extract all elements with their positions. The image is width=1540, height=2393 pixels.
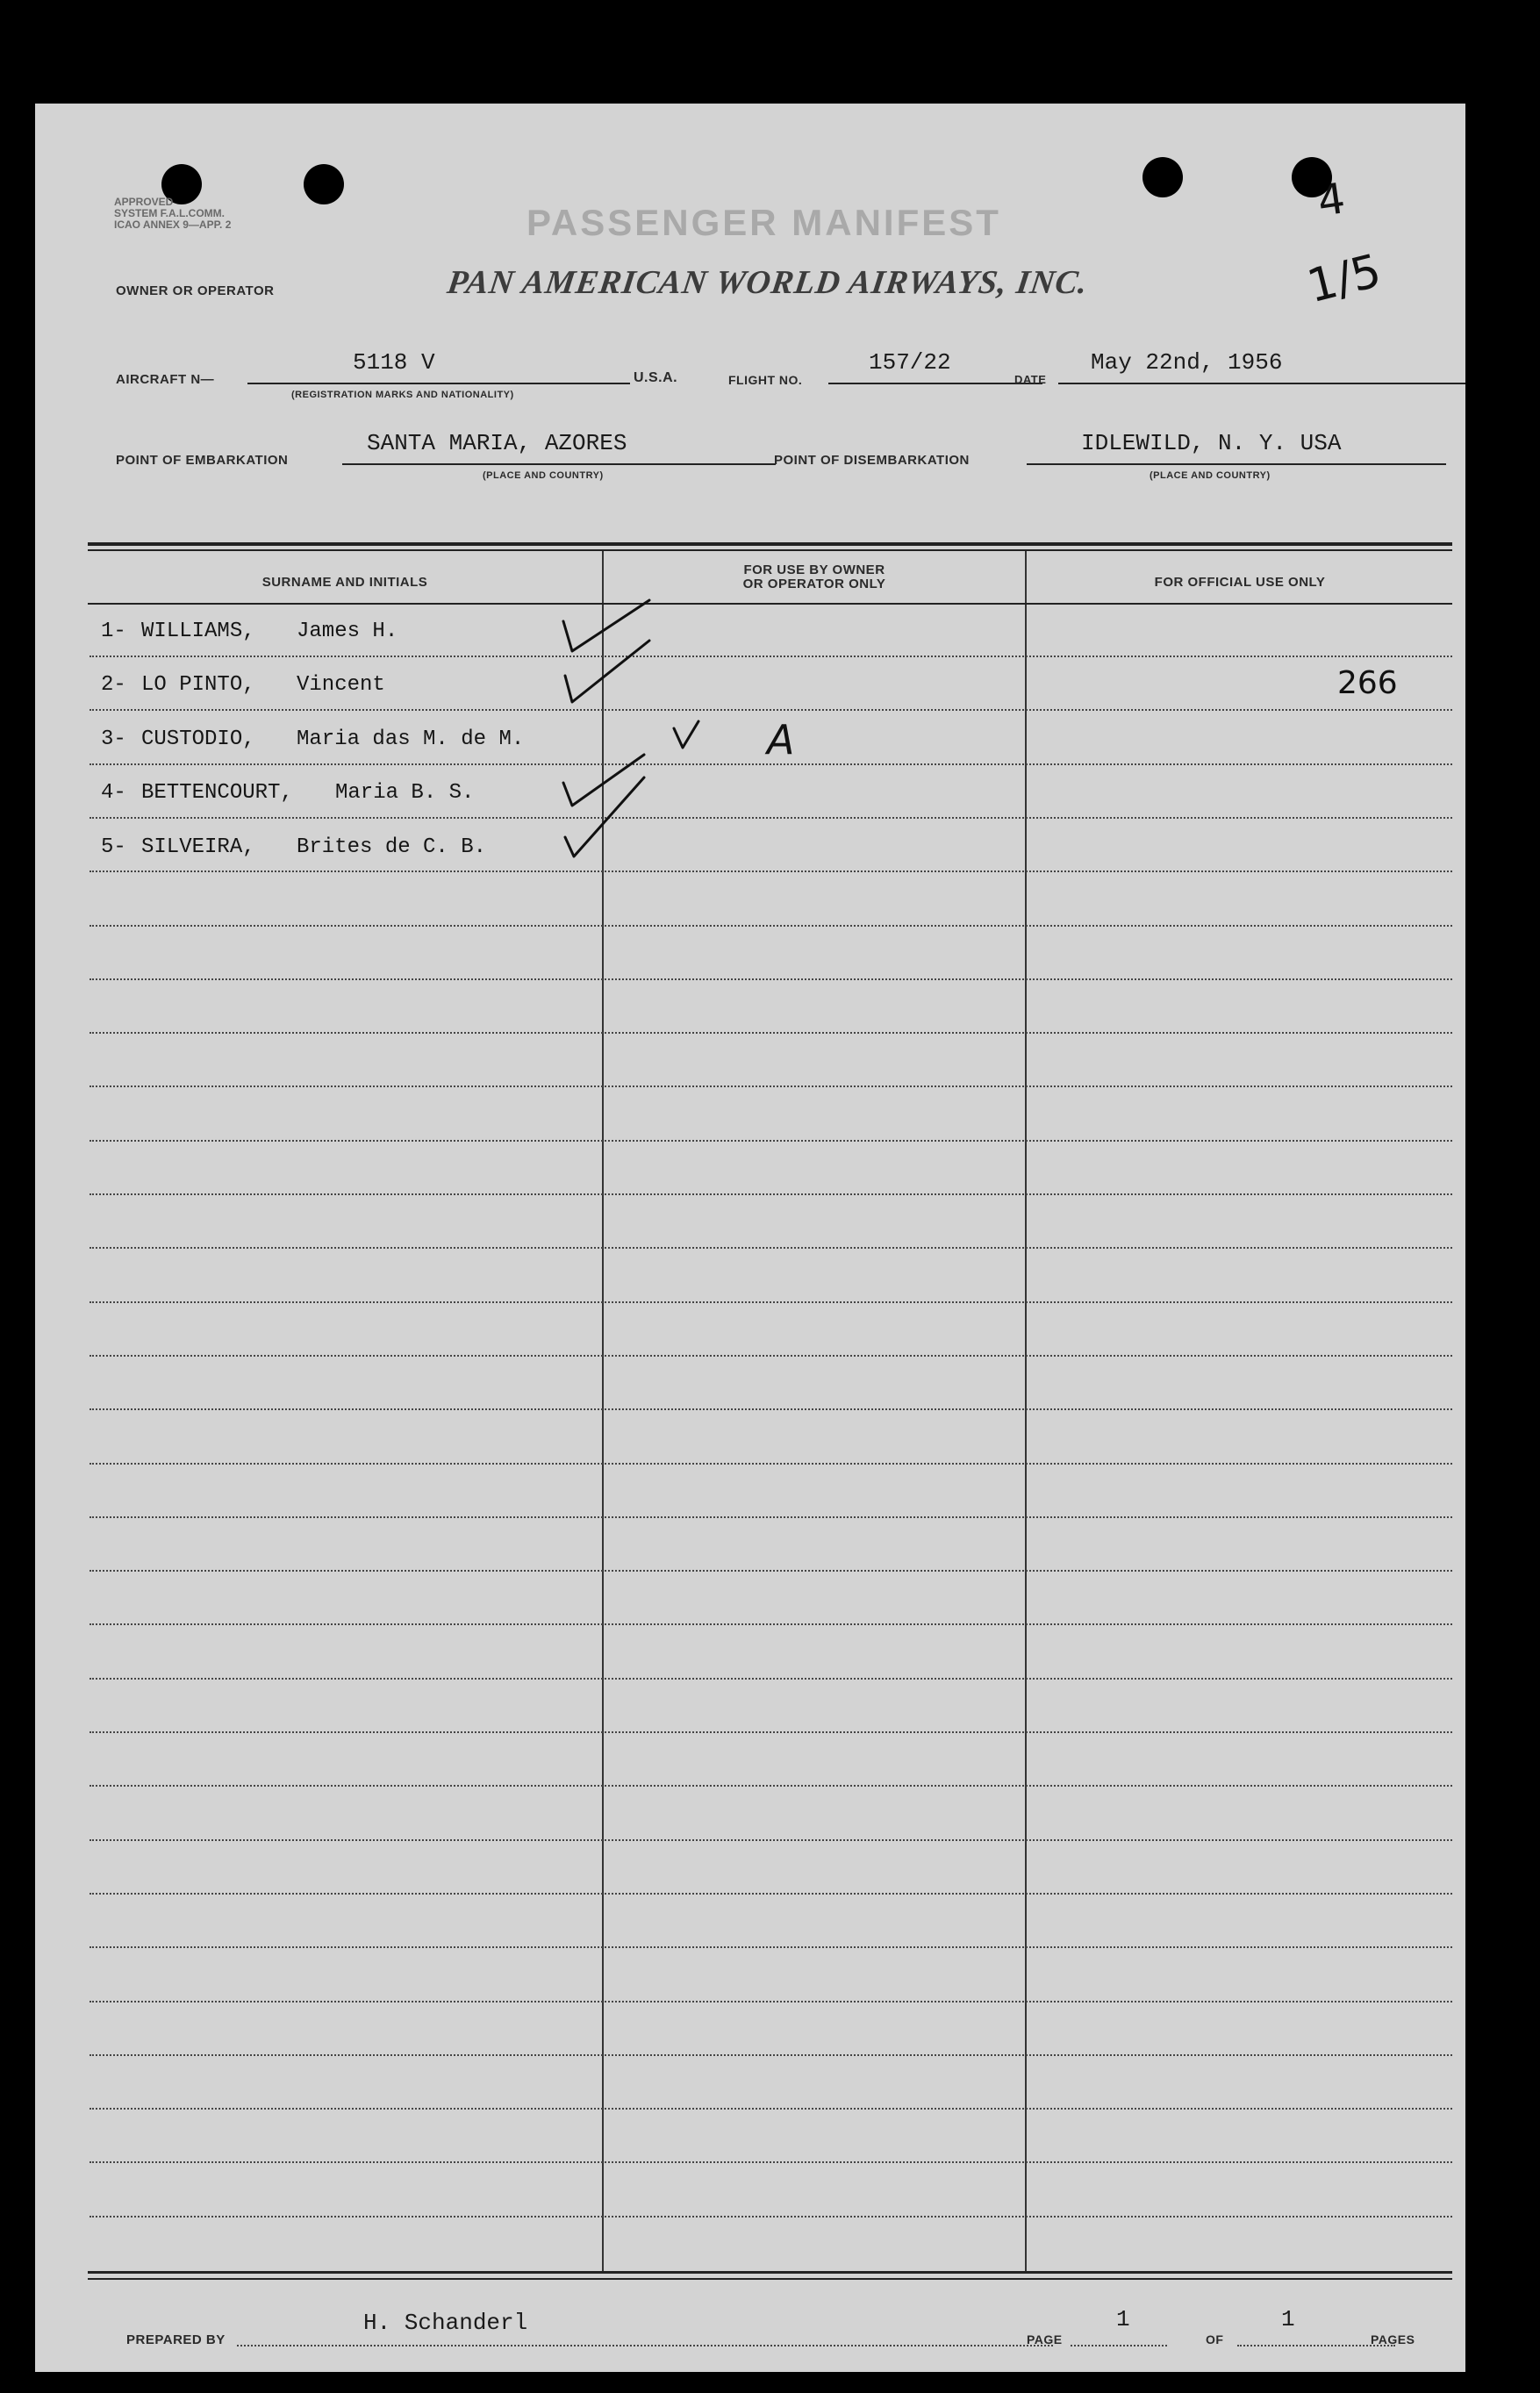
passenger-row-num: 5- [101,835,126,859]
checkmark-icon [563,755,644,806]
registration-caption: (REGISTRATION MARKS AND NATIONALITY) [291,390,514,400]
page-label: PAGE [1027,2332,1063,2346]
embarkation-caption: (PLACE AND COUNTRY) [483,470,604,481]
table-row-line [90,1516,1452,1518]
table-row-line [90,1301,1452,1303]
table-bottom-rule-1 [88,2271,1452,2274]
table-row-line [90,1463,1452,1465]
table-row-line [90,1193,1452,1195]
handwritten-checkmarks [35,104,1465,981]
passenger-row-num: 3- [101,727,126,751]
handwritten-fraction-mark: 1/5 [1301,244,1386,314]
owner-operator-label: OWNER OR OPERATOR [116,283,275,298]
table-row-line [90,1355,1452,1357]
passenger-given-name: Maria B. S. [335,781,475,805]
table-row-line [90,1408,1452,1410]
table-row-line [90,1247,1452,1249]
passenger-surname: BETTENCOURT, [141,781,293,805]
table-row-line [90,1085,1452,1087]
passenger-given-name: Vincent [297,673,385,697]
operator-handwritten-mark: A [767,716,795,763]
table-row-line [90,1731,1452,1733]
passenger-surname: CUSTODIO, [141,727,255,751]
passenger-row-num: 2- [101,673,126,697]
table-row-line [90,1140,1452,1142]
col-header-operator-2: OR OPERATOR ONLY [742,577,886,591]
table-row-line [90,2216,1452,2217]
table-row-line [90,2108,1452,2110]
of-label: OF [1206,2332,1224,2346]
col-header-official: FOR OFFICIAL USE ONLY [1154,575,1326,590]
prepared-by-label: PREPARED BY [126,2332,226,2347]
page-underline [1071,2345,1167,2346]
passenger-given-name: Maria das M. de M. [297,727,525,751]
table-bottom-rule-2 [88,2278,1452,2280]
table-row-line [90,1785,1452,1787]
date-label: DATE [1014,373,1047,386]
passenger-surname: LO PINTO, [141,673,255,697]
table-row-line [90,1678,1452,1680]
table-row-line [90,1623,1452,1625]
usa-label: U.S.A. [634,370,678,385]
checkmark-icon [563,600,649,651]
table-row-line [90,1946,1452,1948]
embarkation-label: POINT OF EMBARKATION [116,453,289,468]
carrier-name: PAN AMERICAN WORLD AIRWAYS, INC. [445,264,1091,301]
embarkation-point: SANTA MARIA, AZORES [367,430,627,456]
page-title: PASSENGER MANIFEST [526,202,1001,243]
prepared-by-name: H. Schanderl [363,2310,528,2336]
disembarkation-label: POINT OF DISEMBARKATION [774,453,970,468]
flight-number: 157/22 [869,349,951,376]
passenger-row-num: 4- [101,781,126,805]
col-header-operator-1: FOR USE BY OWNER [743,562,885,577]
flight-date: May 22nd, 1956 [1091,349,1283,376]
table-row-line [90,1570,1452,1572]
table-row-line [90,1839,1452,1841]
page-number: 1 [1116,2306,1130,2332]
approval-line-1: APPROVED [114,196,174,208]
passenger-given-name: Brites de C. B. [297,835,487,859]
pages-label: PAGES [1371,2332,1415,2346]
table-row-line [90,2054,1452,2056]
manifest-sheet [35,104,1465,2372]
aircraft-label: AIRCRAFT N— [116,372,215,387]
total-pages: 1 [1281,2306,1295,2332]
checkmark-icon [565,777,644,856]
passenger-surname: SILVEIRA, [141,835,255,859]
aircraft-number: 5118 V [353,349,435,376]
table-row-line [90,1032,1452,1034]
disembarkation-point: IDLEWILD, N. Y. USA [1081,430,1342,456]
passenger-given-name: James H. [297,620,398,643]
table-row-line [90,1893,1452,1895]
prepared-by-underline [237,2345,1053,2346]
checkmark-icon [674,721,698,748]
approval-line-2: SYSTEM F.A.L.COMM. [114,207,225,219]
table-row-line [90,2001,1452,2003]
handwritten-page-mark: 4 [1314,174,1349,226]
disembarkation-caption: (PLACE AND COUNTRY) [1150,470,1271,481]
table-row-line [90,2161,1452,2163]
col-header-surname: SURNAME AND INITIALS [261,575,428,590]
checkmark-icon [565,641,649,702]
passenger-row-num: 1- [101,620,126,643]
approval-line-3: ICAO ANNEX 9—APP. 2 [114,219,232,231]
flight-no-label: FLIGHT NO. [728,373,803,387]
passenger-surname: WILLIAMS, [141,620,255,643]
official-use-number: 266 [1337,665,1398,701]
